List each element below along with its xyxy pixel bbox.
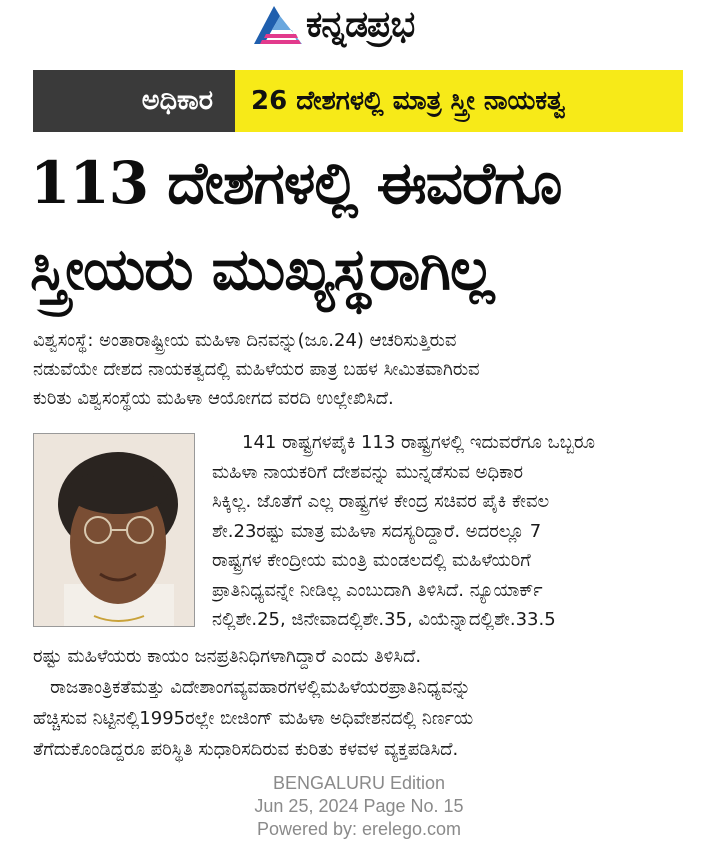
edition-label: BENGALURU Edition: [272, 773, 446, 793]
headline-line: 113 ದೇಶಗಳಲ್ಲಿ ಈವರೆಗೂ: [30, 149, 562, 217]
edition-footer: [0, 772, 718, 841]
text-line: ಹೆಚ್ಚಿಸುವ ನಿಟ್ಟಿನಲ್ಲಿ1995ರಲ್ಲೇ ಬೀಜಿಂಗ್ ಮಹಿಳಾ ಅಧಿವೇಶನದಲ್ಲಿ ನಿರ್ಣಯ: [33, 708, 474, 729]
text-line: ನಲ್ಲಿಶೇ.25, ಜಿನೇವಾದಲ್ಲಿಶೇ.35, ವಿಯೆನ್ನಾದಲ್ಲಿಶೇ.33.5: [212, 609, 556, 630]
powered-by-link[interactable]: Powered by: erelego.com: [256, 819, 462, 839]
masthead: [0, 0, 718, 60]
text-line: ಪ್ರಾತಿನಿಧ್ಯವನ್ನೇ ನೀಡಿಲ್ಲ ಎಂಬುದಾಗಿ ತಿಳಿಸಿದೆ. ನ್ಯೂಯಾರ್ಕ್: [212, 579, 543, 601]
headline: [30, 140, 690, 312]
text-line: ರಾಷ್ಟ್ರಗಳ ಕೇಂದ್ರೀಯ ಮಂತ್ರಿ ಮಂಡಲದಲ್ಲಿ ಮಹಿಳೆಯರಿಗೆ: [212, 550, 531, 571]
text-line: ತೆಗೆದುಕೊಂಡಿದ್ದರೂ ಪರಿಸ್ಥಿತಿ ಸುಧಾರಿಸದಿರುವ ಕುರಿತು ಕಳವಳ ವ್ಯಕ್ತಪಡಿಸಿದೆ.: [33, 739, 459, 760]
text-line: ನಡುವೆಯೇ ದೇಶದ ನಾಯಕತ್ವದಲ್ಲಿ ಮಹಿಳೆಯರ ಪಾತ್ರ ಬಹಳ ಸೀಮಿತವಾಗಿರುವ: [33, 359, 480, 380]
date-page-label: Jun 25, 2024 Page No. 15: [254, 796, 464, 816]
headline-line: ಸ್ತ್ರೀಯರು ಮುಖ್ಯಸ್ಥರಾಗಿಲ್ಲ: [30, 235, 494, 303]
portrait-photo: [33, 433, 195, 627]
text-line: ರಾಜತಾಂತ್ರಿಕತೆಮತ್ತು ವಿದೇಶಾಂಗವ್ಯವಹಾರಗಳಲ್ಲಿಮಹಿಳೆಯರಪ್ರಾತಿನಿಧ್ಯವನ್ನು: [33, 677, 471, 698]
body-paragraph-1: [212, 428, 686, 635]
text-line: ವಿಶ್ವಸಂಸ್ಥೆ: ಅಂತಾರಾಷ್ಟ್ರೀಯ ಮಹಿಳಾ ದಿನವನ್ನು(ಜೂ.24) ಆಚರಿಸುತ್ತಿರುವ: [33, 330, 457, 351]
text-line: ಮಹಿಳಾ ನಾಯಕರಿಗೆ ದೇಶವನ್ನು ಮುನ್ನಡೆಸುವ ಅಧಿಕಾರ: [212, 461, 524, 483]
text-line: ರಷ್ಟು ಮಹಿಳೆಯರು ಕಾಯಂ ಜನಪ್ರತಿನಿಧಿಗಳಾಗಿದ್ದಾರೆ ಎಂದು ತಿಳಿಸಿದೆ.: [33, 646, 422, 667]
body-paragraph-2: [33, 641, 685, 765]
text-line: ಕುರಿತು ವಿಶ್ವಸಂಸ್ಥೆಯ ಮಹಿಳಾ ಆಯೋಗದ ವರದಿ ಉಲ್ಲೇಖಿಸಿದೆ.: [33, 388, 394, 409]
masthead-logo-text: ಕನ್ನಡಪ್ರಭ: [306, 4, 415, 45]
kicker-bar: [33, 70, 683, 132]
kicker-label: ಅಧಿಕಾರ: [33, 70, 235, 132]
portrait-illustration: [34, 434, 194, 626]
text-line: ಸಿಕ್ಕಿಲ್ಲ. ಜೊತೆಗೆ ಎಲ್ಲ ರಾಷ್ಟ್ರಗಳ ಕೇಂದ್ರ ಸಚಿವರ ಪೈಕಿ ಕೇವಲ: [212, 491, 550, 512]
lead-paragraph: [33, 326, 685, 413]
text-line: 141 ರಾಷ್ಟ್ರಗಳಪೈಕಿ 113 ರಾಷ್ಟ್ರಗಳಲ್ಲಿ ಇದುವರೆಗೂ ಒಬ್ಬರೂ: [242, 432, 595, 453]
kicker-title: 26 ದೇಶಗಳಲ್ಲಿ ಮಾತ್ರ ಸ್ತ್ರೀ ನಾಯಕತ್ವ: [235, 70, 683, 132]
text-line: ಶೇ.23ರಷ್ಟು ಮಾತ್ರ ಮಹಿಳಾ ಸದಸ್ಯರಿದ್ದಾರೆ. ಅದರಲ್ಲೂ 7: [212, 520, 542, 542]
kannadaprabha-logo-icon: [252, 4, 302, 48]
